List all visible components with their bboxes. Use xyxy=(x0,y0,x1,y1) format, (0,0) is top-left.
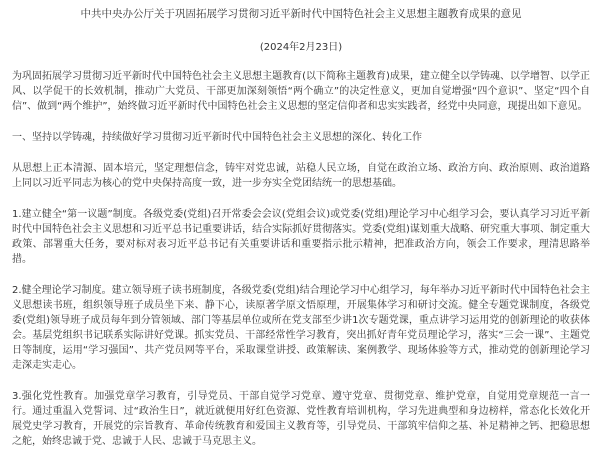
document-date: (2024年2月23日) xyxy=(259,42,343,53)
document-title: 中共中央办公厅关于巩固拓展学习贯彻习近平新时代中国特色社会主义思想主题教育成果的意见 xyxy=(80,8,522,20)
intro-paragraph: 为巩固拓展学习贯彻习近平新时代中国特色社会主义思想主题教育(以下简称主题教育)成果，建立健全以学铸魂、以学增智、以学正风、以学促干的长效机制，推动广大党员、干部更加深刻领悟“两个确立”的决定性意义，更加自觉增强“四个意识”、坚定“四个自信”、做到“两个维护”，始终做习近平新时代中国特色社会主义思想的坚定信仰者和忠实实践者，经党中央同意，现提出如下意见。 xyxy=(12,71,590,112)
item-2-paragraph: 2.健全理论学习制度。建立领导班子读书班制度，各级党委(党组)结合理论学习中心组学习，每年举办习近平新时代中国特色社会主义思想读书班，组织领导班子成员坐下来、静下心，读原著学原文悟原理，开展集体学习和研讨交流。健全专题党课制度，各级党委(党组)领导班子成员每年到分管领域、部门等基层单位或所在党支部至少讲1次专题党课，重点讲学习运用党的创新理论的收获体会。基层党组织书记联系实际讲好党课。抓实党员、干部经常性学习教育，突出抓好青年党员理论学习，落实“三会一课”、主题党日等制度，运用“学习强国”、共产党员网等平台，采取课堂讲授、政策解读、案例教学、现场体验等方式，推动党的创新理论学习走深走实走心。 xyxy=(12,285,590,371)
section-summary-paragraph: 从思想上正本清源、固本培元，坚定理想信念，铸牢对党忠诚，站稳人民立场，自觉在政治立场、政治方向、政治原则、政治道路上同以习近平同志为核心的党中央保持高度一致，进一步夯实全党团结统一的思想基础。 xyxy=(12,163,590,189)
item-1-paragraph: 1.建立健全“第一议题”制度。各级党委(党组)召开常委会会议(党组会议)或党委(党组)理论学习中心组学习会，要认真学习习近平新时代中国特色社会主义思想和习近平总书记重要讲话，结合实际抓好贯彻落实。党委(党组)谋划重大战略、研究重大事项、制定重大政策、部署重大任务，要对标对表习近平总书记有关重要讲话和重要指示批示精神，把准政治方向，领会工作要求，理清思路举措。 xyxy=(12,209,590,265)
item-3-paragraph: 3.强化党性教育。加强党章学习教育，引导党员、干部自觉学习党章、遵守党章、贯彻党章、维护党章，自觉用党章规范一言一行。通过重温入党誓词、过“政治生日”，就近就便用好红色资源、党性教育培训机构，学习先进典型和身边榜样，常态化长效化开展党史学习教育，开展党的宗旨教育、革命传统教育和爱国主义教育等，引导党员、干部筑牢信仰之基、补足精神之钙、把稳思想之舵，始终忠诚于党、忠诚于人民、忠诚于马克思主义。 xyxy=(12,391,590,447)
section-heading: 一、坚持以学铸魂，持续做好学习贯彻习近平新时代中国特色社会主义思想的深化、转化工作 xyxy=(12,132,422,143)
